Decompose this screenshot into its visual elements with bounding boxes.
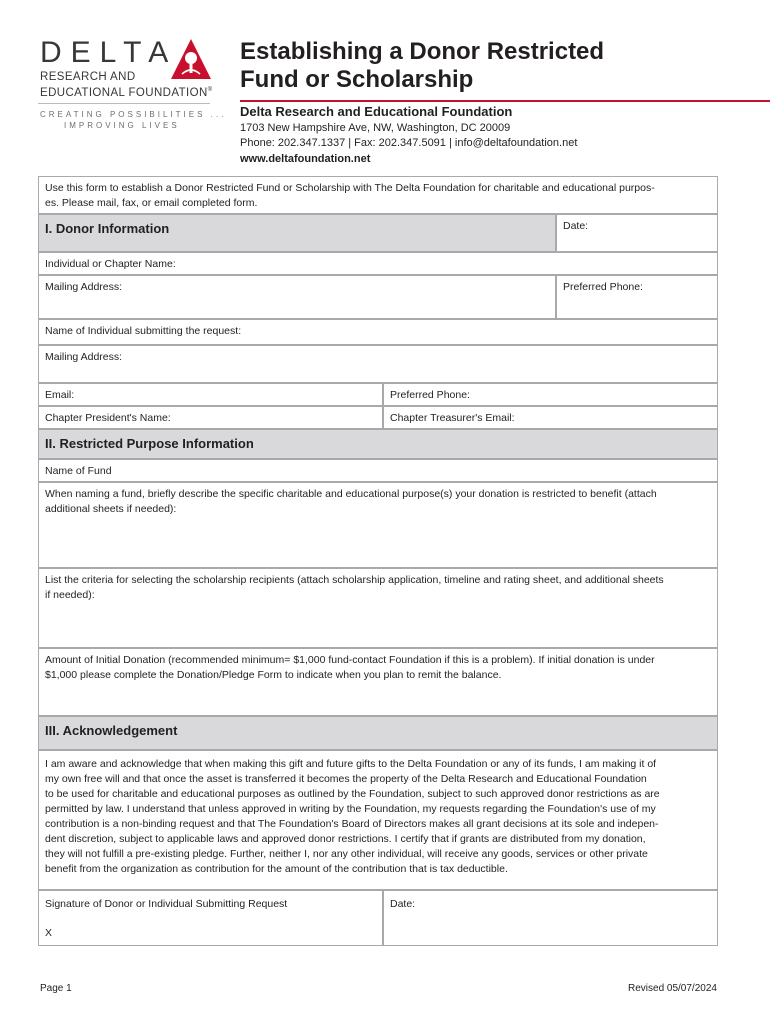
logo-subline-1: RESEARCH AND [40,71,136,83]
email-field[interactable]: Email: [38,383,383,406]
signature-date-field[interactable]: Date: [383,890,718,946]
org-website-link[interactable]: www.deltafoundation.net [240,153,371,165]
org-contact: Phone: 202.347.1337 | Fax: 202.347.5091 | info@deltafoundation.net [240,137,578,149]
section-heading-acknowledgement: III. Acknowledgement [38,716,718,750]
acknowledgement-text: I am aware and acknowledge that when making this gift and future gifts to the Delta Foundation or any of its funds, I am making it of my own free will and that once the asset is transferred it becomes the property of the Delta Research and Educational Foundation to be used for charitable and educational purposes as outlined by the Foundation, subject to such approved donor restrictions as are permitted by law. I understand that unless approved in writing by the Foundation, my requests regarding the Foundation's use of my contribution is a non-binding request and that The Foundation's Board of Directors makes all grant decisions at its sole and indepen- dent discretion, subject to applicable laws and approved donor restrictions. I certify that if grants are distributed from my donation, they will not fulfill a pre-existing pledge. Further, neither I, nor any other individual, will receive any goods, services or other private benefit from the organization as contribution for the amount of the contribution that is tax deductible. [38,750,718,890]
title-divider [240,100,770,102]
logo-divider [38,103,210,104]
logo-subline-2: EDUCATIONAL FOUNDATION® [40,86,213,99]
revision-date: Revised 05/07/2024 [628,983,717,994]
org-name: Delta Research and Educational Foundation [240,104,513,119]
logo-tagline-1: CREATING POSSIBILITIES ... [40,110,227,119]
fund-name-field[interactable]: Name of Fund [38,459,718,482]
scholarship-criteria-field[interactable]: List the criteria for selecting the scholarship recipients (attach scholarship application, timeline and rating sheet, and additional sheets if needed): [38,568,718,648]
date-field[interactable]: Date: [556,214,718,252]
chapter-president-name-field[interactable]: Chapter President's Name: [38,406,383,429]
signature-x-mark: X [45,927,53,939]
signature-field[interactable] [38,890,383,946]
submitter-preferred-phone-field[interactable]: Preferred Phone: [383,383,718,406]
form-intro: Use this form to establish a Donor Restricted Fund or Scholarship with The Delta Foundation for charitable and educational purpos- es. Please mail, fax, or email completed form. [38,176,718,214]
fund-purpose-field[interactable]: When naming a fund, briefly describe the specific charitable and educational purpose(s) your donation is restricted to benefit (attach additional sheets if needed): [38,482,718,568]
submitter-name-field[interactable]: Name of Individual submitting the request: [38,319,718,345]
delta-triangle-logo-icon [170,38,212,80]
page-title: Establishing a Donor Restricted Fund or Scholarship [240,38,605,93]
section-heading-donor-information: I. Donor Information [38,214,556,252]
section-heading-restricted-purpose: II. Restricted Purpose Information [38,429,718,459]
submitter-mailing-address-field[interactable]: Mailing Address: [38,345,718,383]
org-address: 1703 New Hampshire Ave, NW, Washington, DC 20009 [240,122,511,134]
initial-donation-amount-field[interactable]: Amount of Initial Donation (recommended minimum= $1,000 fund-contact Foundation if this is a problem). If initial donation is under $1,000 please complete the Donation/Pledge Form to indicate when you plan to remit the balance. [38,648,718,716]
page-number: Page 1 [40,983,72,994]
logo-tagline-2: IMPROVING LIVES [64,121,180,130]
chapter-treasurer-email-field[interactable]: Chapter Treasurer's Email: [383,406,718,429]
signature-label: Signature of Donor or Individual Submitting Request [45,898,288,910]
mailing-address-field[interactable]: Mailing Address: [38,275,556,319]
individual-or-chapter-name-field[interactable]: Individual or Chapter Name: [38,252,718,275]
preferred-phone-field[interactable]: Preferred Phone: [556,275,718,319]
logo-wordmark: DELTA [40,36,178,69]
